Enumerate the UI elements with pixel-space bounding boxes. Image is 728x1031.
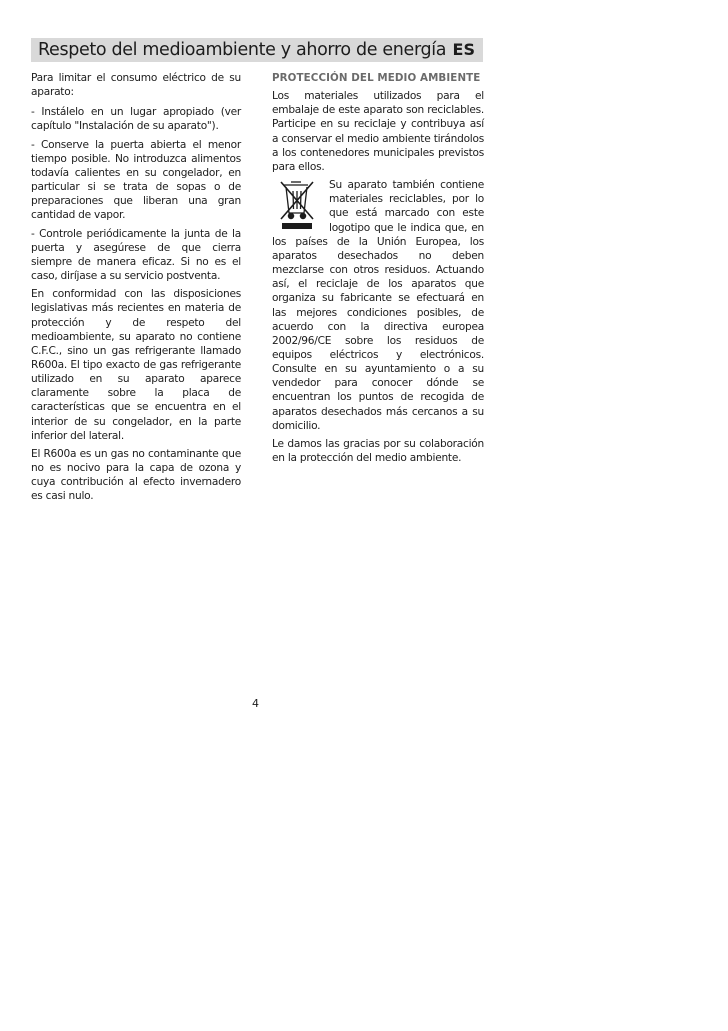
left-paragraph-r600a: El R600a es un gas no contaminante que no es nocivo para la capa de ozona y cuya contribución al efecto invernadero es casi nulo. [31, 447, 241, 503]
left-paragraph-seal: - Controle periódicamente la junta de la puerta y asegúrese de que cierra siempre de manera eficaz. Si no es el caso, diríjase a su servicio postventa. [31, 227, 241, 283]
page-title: Respeto del medioambiente y ahorro de energía [38, 40, 447, 60]
left-paragraph-refrigerant: En conformidad con las disposiciones legislativas más recientes en materia de protección y de respeto del medioambiente, su aparato no contiene C.F.C., sino un gas refrigerante llamado R600a. El tipo exacto de gas refrigerante utilizado en su aparato aparece claramente sobre la placa de características que se encuentra en el interior de su congelador, en la parte inferior del lateral. [31, 288, 241, 442]
right-paragraph-weee: Su aparato también contiene materiales reciclables, por lo que está marcado con este logotipo que le indica que, en los países de la Unión Europea, los aparatos desechados no deben mezclarse con otros residuos. Actuando así, el reciclaje de los aparatos que organiza su fabricante se efectuará en las mejores condiciones posibles, de acuerdo con la directiva europea 2002/96/CE sobre los residuos de equipos eléctricos y electrónicos. Consulte en su ayuntamiento o a su vendedor para conocer dónde se encuentran los puntos de recogida de aparatos desechados más cercanos a su domicilio. [272, 179, 484, 432]
right-paragraph-thanks: Le damos las gracias por su colaboración en la protección del medio ambiente. [272, 437, 484, 465]
crossed-out-wheelie-bin-icon [278, 179, 316, 231]
right-paragraph-packaging: Los materiales utilizados para el embalaje de este aparato son reciclables. Participe en su reciclaje y contribuya así a conservar el medio ambiente tirándolos a los contenedores municipales previstos para ellos. [272, 90, 484, 173]
weee-block [272, 178, 484, 433]
left-paragraph-install: - Instálelo en un lugar apropiado (ver capítulo "Instalación de su aparato"). [31, 106, 241, 133]
section-header-bar [31, 38, 483, 62]
environment-heading: PROTECCIÓN DEL MEDIO AMBIENTE [272, 72, 481, 84]
left-intro: Para limitar el consumo eléctrico de su aparato: [31, 72, 241, 99]
page-number: 4 [252, 697, 259, 710]
left-paragraph-door: - Conserve la puerta abierta el menor tiempo posible. No introduzca alimentos todavía calientes en su congelador, en particular si se trata de sopas o de preparaciones que liberan una gran cantidad de vapor. [31, 138, 241, 222]
left-column [31, 71, 241, 508]
language-code: ES [452, 40, 475, 59]
right-column [272, 71, 484, 469]
